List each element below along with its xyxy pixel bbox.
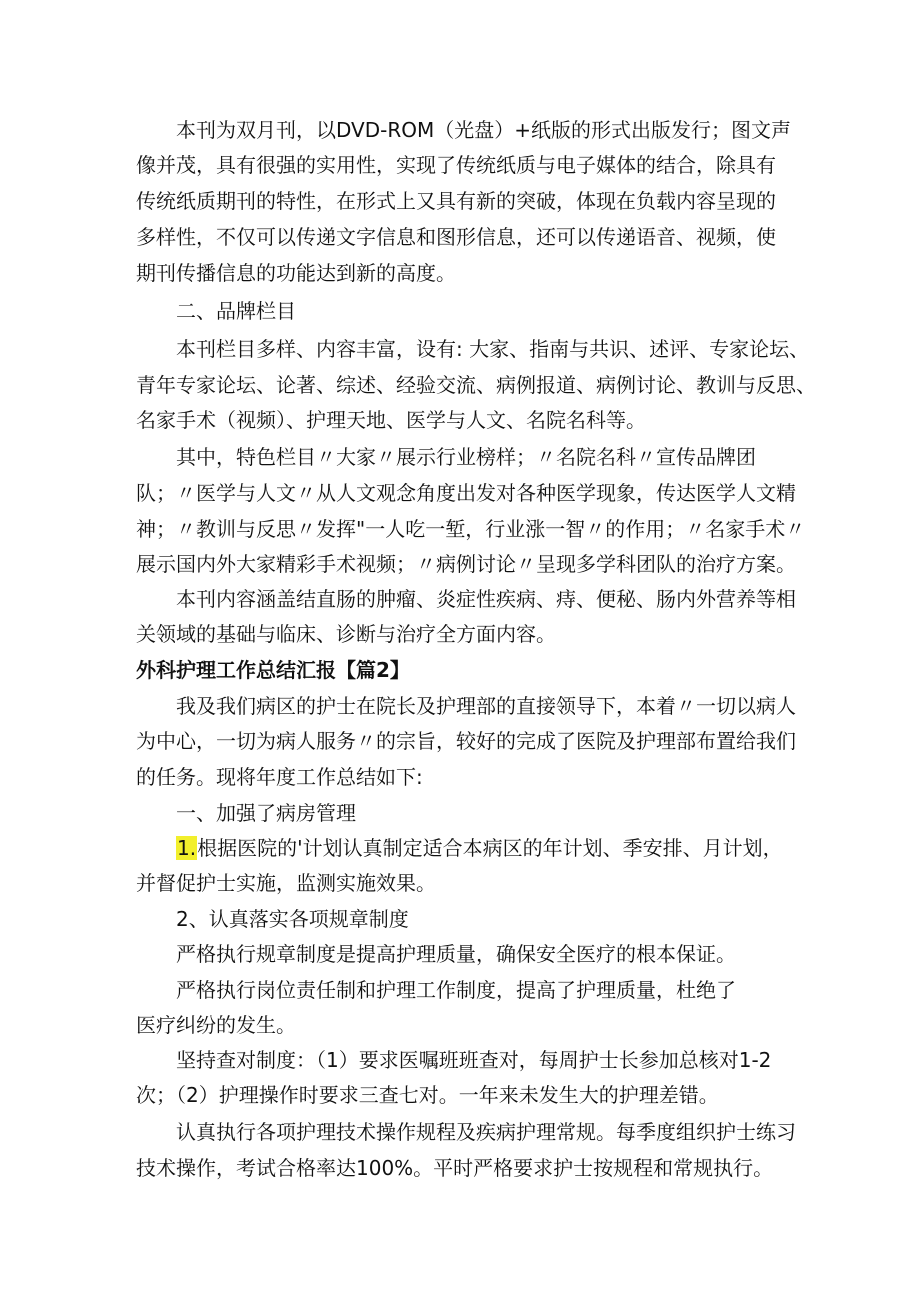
paragraph-line: 多样性，不仅可以传递文字信息和图形信息，还可以传递语音、视频，使	[136, 225, 776, 249]
paragraph-line: 为中心，一切为病人服务〃的宗旨，较好的完成了医院及护理部布置给我们	[136, 729, 796, 753]
paragraph-line: 严格执行岗位责任制和护理工作制度，提高了护理质量，杜绝了	[176, 978, 736, 1002]
paragraph-line: 青年专家论坛、论著、综述、经验交流、病例报道、病例讨论、教训与反思、	[136, 373, 816, 397]
paragraph-line: 坚持查对制度：（1）要求医嘱班班查对，每周护士长参加总核对1-2	[176, 1048, 772, 1072]
paragraph-line: 医疗纠纷的发生。	[136, 1013, 296, 1037]
paragraph-line: 期刊传播信息的功能达到新的高度。	[136, 261, 456, 285]
paragraph-line: 展示国内外大家精彩手术视频；〃病例讨论〃呈现多学科团队的治疗方案。	[136, 552, 796, 576]
paragraph-line: 本刊为双月刊，以DVD-ROM（光盘）+纸版的形式出版发行；图文声	[176, 118, 791, 142]
item-number: 1.	[177, 836, 197, 860]
paragraph-line: 严格执行规章制度是提高护理质量，确保安全医疗的根本保证。	[176, 942, 736, 966]
paragraph-line: 技术操作，考试合格率达100%。平时严格要求护士按规程和常规执行。	[136, 1156, 774, 1180]
paragraph-line: 本刊内容涵盖结直肠的肿瘤、炎症性疾病、痔、便秘、肠内外营养等相	[176, 587, 796, 611]
paragraph-line: 队；〃医学与人文〃从人文观念角度出发对各种医学现象，传达医学人文精	[136, 481, 796, 505]
paragraph-line: 像并茂，具有很强的实用性，实现了传统纸质与电子媒体的结合，除具有	[136, 153, 776, 177]
article-heading: 外科护理工作总结汇报【篇2】	[136, 658, 410, 682]
paragraph-line: 传统纸质期刊的特性，在形式上又具有新的突破，体现在负载内容呈现的	[136, 189, 776, 213]
paragraph-line: 其中，特色栏目〃大家〃展示行业榜样；〃名院名科〃宣传品牌团	[176, 445, 756, 469]
paragraph-line: 的任务。现将年度工作总结如下:	[136, 765, 423, 789]
paragraph-line: 名家手术（视频）、护理天地、医学与人文、名院名科等。	[136, 408, 646, 432]
paragraph-line: 关领域的基础与临床、诊断与治疗全方面内容。	[136, 622, 556, 646]
section-title: 2、认真落实各项规章制度	[176, 907, 409, 931]
paragraph-line: 我及我们病区的护士在院长及护理部的直接领导下，本着〃一切以病人	[176, 694, 796, 718]
section-title: 二、品牌栏目	[176, 299, 296, 323]
paragraph-line: 本刊栏目多样、内容丰富，设有: 大家、指南与共识、述评、专家论坛、	[176, 337, 810, 361]
paragraph-line: 认真执行各项护理技术操作规程及疾病护理常规。每季度组织护士练习	[176, 1120, 796, 1144]
item-text: 根据医院的'计划认真制定适合本病区的年计划、季安排、月计划，	[197, 836, 783, 860]
section-title: 一、加强了病房管理	[176, 801, 356, 825]
list-item	[176, 835, 783, 861]
paragraph-line: 次；（2）护理操作时要求三查七对。一年来未发生大的护理差错。	[136, 1083, 719, 1107]
paragraph-line: 神；〃教训与反思〃发挥"一人吃一堑，行业涨一智〃的作用；〃名家手术〃	[136, 517, 806, 541]
paragraph-line: 并督促护士实施，监测实施效果。	[136, 871, 436, 895]
